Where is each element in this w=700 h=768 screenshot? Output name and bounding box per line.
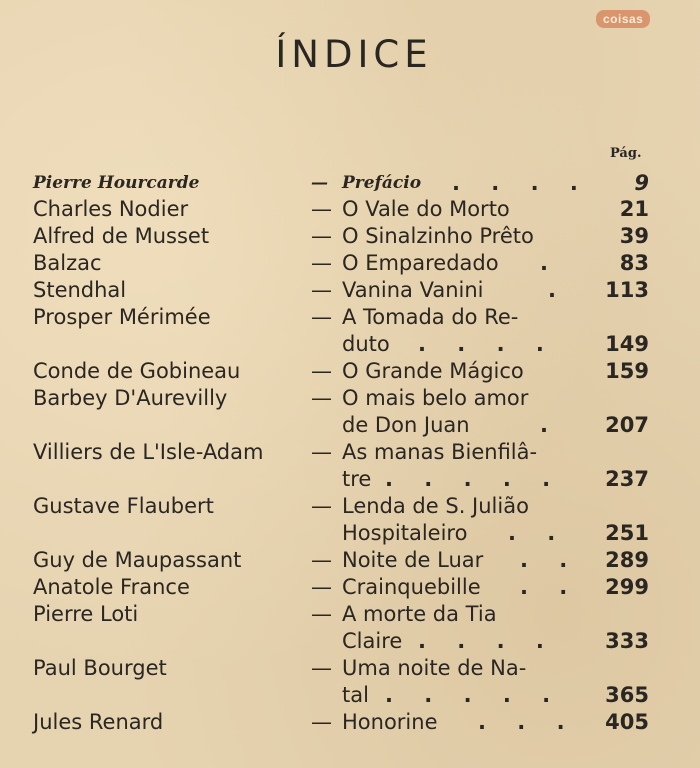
toc-page-number: 207 bbox=[605, 413, 649, 437]
toc-entry bbox=[0, 520, 700, 547]
toc-leader-dots: . . bbox=[520, 575, 580, 599]
toc-page-number: 113 bbox=[605, 278, 649, 302]
toc-dash: — bbox=[311, 494, 332, 518]
page-column-header: Pág. bbox=[610, 146, 642, 161]
toc-title: As manas Bienfilâ- bbox=[342, 440, 538, 464]
toc-page-number: 149 bbox=[605, 332, 649, 356]
toc-entry bbox=[0, 466, 700, 493]
toc-entry bbox=[0, 385, 700, 412]
toc-author: Alfred de Musset bbox=[33, 224, 210, 248]
toc-leader-dots: . . . bbox=[478, 710, 577, 734]
toc-dash: — bbox=[311, 386, 332, 410]
toc-title: Prefácio bbox=[342, 173, 422, 193]
toc-title: O Sinalzinho Prêto bbox=[342, 224, 534, 248]
toc-title: de Don Juan bbox=[342, 413, 470, 437]
page-title: ÍNDICE bbox=[275, 33, 433, 76]
toc-author: Charles Nodier bbox=[33, 197, 189, 221]
toc-author: Conde de Gobineau bbox=[33, 359, 241, 383]
toc-title: O Emparedado bbox=[342, 251, 499, 275]
toc-dash: — bbox=[311, 359, 332, 383]
toc-title: tre bbox=[342, 467, 372, 491]
toc-page-number: 21 bbox=[619, 197, 649, 221]
toc-title: A morte da Tia bbox=[342, 602, 497, 626]
toc-entry bbox=[0, 170, 700, 197]
watermark-badge: coisas bbox=[596, 10, 650, 28]
toc-leader-dots: . . . . bbox=[418, 629, 556, 653]
toc-leader-dots: . . . . . bbox=[385, 467, 563, 491]
toc-title: Claire bbox=[342, 629, 403, 653]
toc-page-number: 159 bbox=[605, 359, 649, 383]
toc-dash: — bbox=[311, 656, 332, 680]
toc-entry bbox=[0, 439, 700, 466]
toc-page-number: 83 bbox=[619, 251, 649, 275]
toc-title: Lenda de S. Julião bbox=[342, 494, 529, 518]
toc-entry bbox=[0, 709, 700, 736]
toc-entry bbox=[0, 304, 700, 331]
toc-dash: — bbox=[311, 197, 332, 221]
toc-leader-dots: . . . . bbox=[452, 171, 590, 195]
toc-dash: — bbox=[311, 251, 332, 275]
toc-page-number: 251 bbox=[605, 521, 649, 545]
toc-author: Barbey D'Aurevilly bbox=[33, 386, 228, 410]
toc-author: Stendhal bbox=[33, 278, 127, 302]
toc-entry bbox=[0, 628, 700, 655]
toc-title: tal bbox=[342, 683, 369, 707]
toc-entry bbox=[0, 358, 700, 385]
toc-author: Jules Renard bbox=[33, 710, 164, 734]
toc-author: Pierre Loti bbox=[33, 602, 139, 626]
toc-title: A Tomada do Re- bbox=[342, 305, 519, 329]
toc-dash: — bbox=[311, 305, 332, 329]
toc-dash: — bbox=[311, 548, 332, 572]
toc-entry bbox=[0, 655, 700, 682]
toc-page-number: 405 bbox=[605, 710, 649, 734]
toc-page-number: 333 bbox=[605, 629, 649, 653]
toc-title: O Grande Mágico bbox=[342, 359, 524, 383]
toc-leader-dots: . . bbox=[520, 548, 580, 572]
toc-title: O mais belo amor bbox=[342, 386, 529, 410]
toc-page-number: 237 bbox=[605, 467, 649, 491]
toc-entry bbox=[0, 601, 700, 628]
toc-author: Guy de Maupassant bbox=[33, 548, 242, 572]
toc-page-number: 9 bbox=[634, 171, 649, 195]
toc-title: Hospitaleiro bbox=[342, 521, 468, 545]
toc-author: Paul Bourget bbox=[33, 656, 167, 680]
toc-leader-dots: . . . . . bbox=[385, 683, 563, 707]
toc-author: Prosper Mérimée bbox=[33, 305, 211, 329]
toc-title: duto bbox=[342, 332, 390, 356]
toc-entry bbox=[0, 412, 700, 439]
toc-author: Villiers de L'Isle-Adam bbox=[33, 440, 264, 464]
toc-entry bbox=[0, 682, 700, 709]
toc-entry bbox=[0, 223, 700, 250]
toc-dash: — bbox=[311, 173, 328, 193]
toc-author: Anatole France bbox=[33, 575, 190, 599]
toc-entry bbox=[0, 331, 700, 358]
toc-entry bbox=[0, 277, 700, 304]
toc-title: Crainquebille bbox=[342, 575, 481, 599]
toc-title: Noite de Luar bbox=[342, 548, 484, 572]
toc-author: Balzac bbox=[33, 251, 102, 275]
toc-title: Honorine bbox=[342, 710, 438, 734]
toc-title: O Vale do Morto bbox=[342, 197, 510, 221]
toc-dash: — bbox=[311, 575, 332, 599]
toc-entry bbox=[0, 196, 700, 223]
toc-leader-dots: . bbox=[548, 278, 568, 302]
toc-page-number: 299 bbox=[605, 575, 649, 599]
toc-leader-dots: . . . . bbox=[418, 332, 556, 356]
toc-leader-dots: . bbox=[540, 413, 560, 437]
toc-leader-dots: . bbox=[540, 251, 560, 275]
toc-title: Uma noite de Na- bbox=[342, 656, 527, 680]
toc-dash: — bbox=[311, 278, 332, 302]
toc-entry bbox=[0, 547, 700, 574]
toc-dash: — bbox=[311, 440, 332, 464]
toc-dash: — bbox=[311, 602, 332, 626]
toc-dash: — bbox=[311, 224, 332, 248]
toc-entry bbox=[0, 574, 700, 601]
toc-page-number: 289 bbox=[605, 548, 649, 572]
toc-page-number: 39 bbox=[619, 224, 649, 248]
toc-title: Vanina Vanini bbox=[342, 278, 484, 302]
toc-page-number: 365 bbox=[605, 683, 649, 707]
toc-leader-dots: . . bbox=[508, 521, 568, 545]
toc-author: Pierre Hourcarde bbox=[33, 173, 200, 193]
toc-entry bbox=[0, 250, 700, 277]
toc-dash: — bbox=[311, 710, 332, 734]
toc-entry bbox=[0, 493, 700, 520]
toc-author: Gustave Flaubert bbox=[33, 494, 214, 518]
